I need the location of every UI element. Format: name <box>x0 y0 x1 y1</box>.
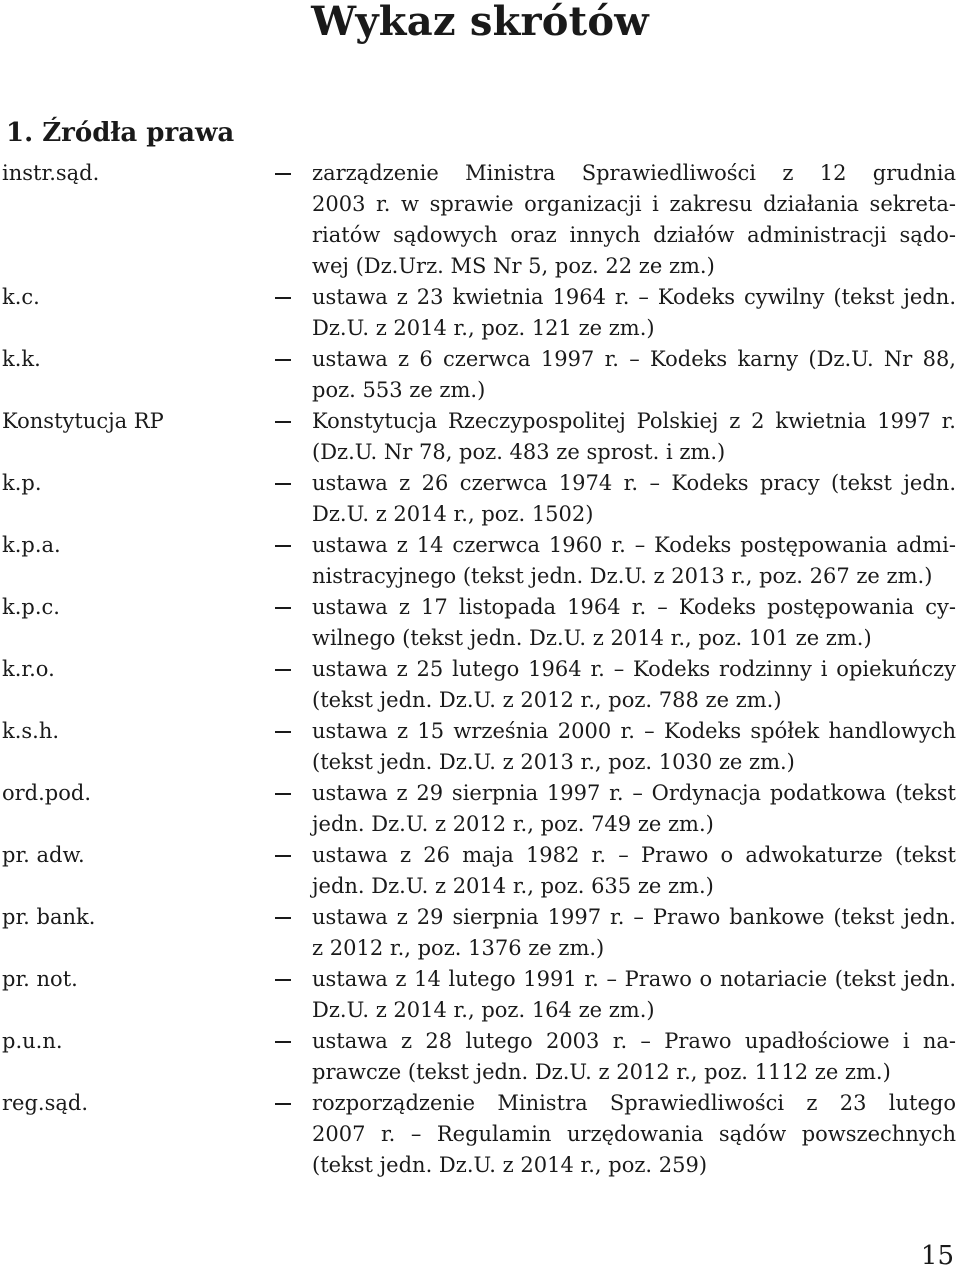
definition-line: riatów sądowych oraz innych działów administracji sądo- <box>312 223 956 247</box>
abbreviation-term: pr. adw. <box>2 843 85 867</box>
definition-line: wej (Dz.Urz. MS Nr 5, poz. 22 ze zm.) <box>312 254 715 278</box>
abbreviation-definition <box>312 344 956 406</box>
definition-line: jedn. Dz.U. z 2014 r., poz. 635 ze zm.) <box>312 874 714 898</box>
dash-separator <box>275 855 291 857</box>
abbreviation-definition <box>312 1088 956 1181</box>
abbreviation-definition <box>312 158 956 282</box>
abbreviation-definition <box>312 964 956 1026</box>
page-number: 15 <box>920 1241 954 1271</box>
dash-separator <box>275 483 291 485</box>
definition-line: ustawa z 15 września 2000 r. – Kodeks spółek handlowych <box>312 719 956 743</box>
abbreviation-entry <box>0 1088 960 1181</box>
dash-separator <box>275 1103 291 1105</box>
abbreviation-term: reg.sąd. <box>2 1091 88 1115</box>
abbreviation-entry <box>0 840 960 902</box>
definition-line: Dz.U. z 2014 r., poz. 121 ze zm.) <box>312 316 655 340</box>
abbreviation-entry <box>0 964 960 1026</box>
abbreviation-definition <box>312 592 956 654</box>
definition-line: (tekst jedn. Dz.U. z 2014 r., poz. 259) <box>312 1153 708 1177</box>
abbreviation-term: pr. not. <box>2 967 78 991</box>
definition-line: ustawa z 23 kwietnia 1964 r. – Kodeks cywilny (tekst jedn. <box>312 285 956 309</box>
definition-line: (tekst jedn. Dz.U. z 2012 r., poz. 788 ze zm.) <box>312 688 782 712</box>
dash-separator <box>275 793 291 795</box>
definition-line: (tekst jedn. Dz.U. z 2013 r., poz. 1030 ze zm.) <box>312 750 795 774</box>
dash-separator <box>275 1041 291 1043</box>
abbreviation-definition <box>312 468 956 530</box>
abbreviation-definition <box>312 406 956 468</box>
abbreviation-entry <box>0 654 960 716</box>
definition-line: wilnego (tekst jedn. Dz.U. z 2014 r., poz. 101 ze zm.) <box>312 626 872 650</box>
definition-line: 2007 r. – Regulamin urzędowania sądów powszechnych <box>312 1122 956 1146</box>
definition-line: (Dz.U. Nr 78, poz. 483 ze sprost. i zm.) <box>312 440 726 464</box>
dash-separator <box>275 545 291 547</box>
abbreviation-definition <box>312 778 956 840</box>
abbreviation-definition <box>312 1026 956 1088</box>
definition-line: ustawa z 14 czerwca 1960 r. – Kodeks postępowania admi- <box>312 533 956 557</box>
dash-separator <box>275 607 291 609</box>
dash-separator <box>275 297 291 299</box>
definition-line: Dz.U. z 2014 r., poz. 1502) <box>312 502 594 526</box>
definition-line: Dz.U. z 2014 r., poz. 164 ze zm.) <box>312 998 655 1022</box>
abbreviation-definition <box>312 654 956 716</box>
definition-line: rozporządzenie Ministra Sprawiedliwości z 23 lutego <box>312 1091 956 1115</box>
abbreviation-term: ord.pod. <box>2 781 92 805</box>
abbreviation-entry <box>0 344 960 406</box>
abbreviation-list <box>0 158 960 1181</box>
abbreviation-term: k.c. <box>2 285 40 309</box>
abbreviation-entry <box>0 530 960 592</box>
abbreviation-term: pr. bank. <box>2 905 96 929</box>
dash-separator <box>275 173 291 175</box>
definition-line: z 2012 r., poz. 1376 ze zm.) <box>312 936 605 960</box>
abbreviation-term: k.k. <box>2 347 41 371</box>
definition-line: 2003 r. w sprawie organizacji i zakresu działania sekreta- <box>312 192 956 216</box>
definition-line: ustawa z 28 lutego 2003 r. – Prawo upadłościowe i na- <box>312 1029 956 1053</box>
abbreviation-entry <box>0 902 960 964</box>
abbreviation-entry <box>0 716 960 778</box>
page-title: Wykaz skrótów <box>311 0 649 45</box>
definition-line: prawcze (tekst jedn. Dz.U. z 2012 r., poz. 1112 ze zm.) <box>312 1060 891 1084</box>
abbreviation-entry <box>0 778 960 840</box>
abbreviation-entry <box>0 158 960 282</box>
abbreviation-definition <box>312 282 956 344</box>
definition-line: ustawa z 6 czerwca 1997 r. – Kodeks karny (Dz.U. Nr 88, <box>312 347 956 371</box>
dash-separator <box>275 979 291 981</box>
definition-line: jedn. Dz.U. z 2012 r., poz. 749 ze zm.) <box>312 812 714 836</box>
definition-line: zarządzenie Ministra Sprawiedliwości z 12 grudnia <box>312 161 956 185</box>
dash-separator <box>275 669 291 671</box>
definition-line: ustawa z 25 lutego 1964 r. – Kodeks rodzinny i opiekuńczy <box>312 657 956 681</box>
abbreviation-definition <box>312 530 956 592</box>
abbreviation-definition <box>312 840 956 902</box>
dash-separator <box>275 917 291 919</box>
definition-line: ustawa z 14 lutego 1991 r. – Prawo o notariacie (tekst jedn. <box>312 967 956 991</box>
abbreviation-entry <box>0 282 960 344</box>
definition-line: ustawa z 26 maja 1982 r. – Prawo o adwokaturze (tekst <box>312 843 956 867</box>
abbreviation-term: k.p. <box>2 471 42 495</box>
abbreviation-term: instr.sąd. <box>2 161 100 185</box>
definition-line: ustawa z 29 sierpnia 1997 r. – Prawo bankowe (tekst jedn. <box>312 905 956 929</box>
abbreviation-term: p.u.n. <box>2 1029 63 1053</box>
abbreviation-definition <box>312 902 956 964</box>
definition-line: nistracyjnego (tekst jedn. Dz.U. z 2013 r., poz. 267 ze zm.) <box>312 564 933 588</box>
abbreviation-entry <box>0 468 960 530</box>
abbreviation-term: k.s.h. <box>2 719 60 743</box>
abbreviation-term: k.p.c. <box>2 595 60 619</box>
abbreviation-term: k.p.a. <box>2 533 61 557</box>
abbreviation-entry <box>0 1026 960 1088</box>
dash-separator <box>275 421 291 423</box>
definition-line: ustawa z 29 sierpnia 1997 r. – Ordynacja podatkowa (tekst <box>312 781 956 805</box>
abbreviation-definition <box>312 716 956 778</box>
abbreviation-entry <box>0 592 960 654</box>
dash-separator <box>275 731 291 733</box>
abbreviation-term: Konstytucja RP <box>2 409 164 433</box>
dash-separator <box>275 359 291 361</box>
definition-line: poz. 553 ze zm.) <box>312 378 486 402</box>
abbreviation-entry <box>0 406 960 468</box>
section-heading: 1. Źródła prawa <box>6 118 235 148</box>
definition-line: ustawa z 26 czerwca 1974 r. – Kodeks pracy (tekst jedn. <box>312 471 956 495</box>
definition-line: ustawa z 17 listopada 1964 r. – Kodeks postępowania cy- <box>312 595 956 619</box>
definition-line: Konstytucja Rzeczypospolitej Polskiej z 2 kwietnia 1997 r. <box>312 409 956 433</box>
abbreviation-term: k.r.o. <box>2 657 55 681</box>
